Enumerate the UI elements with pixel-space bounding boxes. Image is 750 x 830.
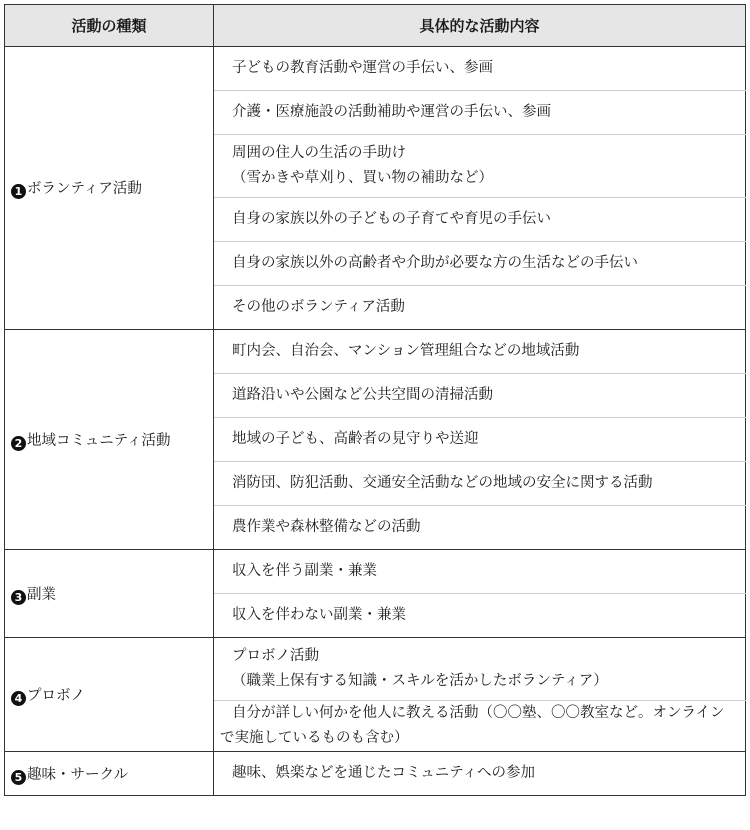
category-number-badge: 3 bbox=[11, 590, 26, 605]
category-cell bbox=[5, 330, 214, 550]
activity-item-text: 周囲の住人の生活の手助け bbox=[232, 145, 406, 161]
category-label: 趣味・サークル bbox=[27, 766, 129, 783]
activity-table-grid bbox=[4, 4, 746, 796]
activity-item-cell bbox=[214, 286, 746, 330]
activity-item-text: 道路沿いや公園など公共空間の清掃活動 bbox=[232, 387, 493, 403]
table-row bbox=[5, 638, 746, 701]
table-row bbox=[5, 752, 746, 796]
category-cell bbox=[5, 638, 214, 752]
activity-item-cell bbox=[214, 462, 746, 506]
activity-item-cell bbox=[214, 91, 746, 135]
category-number-badge: 1 bbox=[11, 184, 26, 199]
activity-item-text: 自身の家族以外の子どもの子育てや育児の手伝い bbox=[232, 211, 551, 227]
activity-item-text: 介護・医療施設の活動補助や運営の手伝い、参画 bbox=[232, 104, 551, 120]
table-row bbox=[5, 330, 746, 374]
table-header-row bbox=[5, 5, 746, 47]
activity-item-cell bbox=[214, 594, 746, 638]
activity-item-cell bbox=[214, 374, 746, 418]
activity-item-cell bbox=[214, 701, 746, 752]
activity-item-cell bbox=[214, 418, 746, 462]
activity-item-cell bbox=[214, 550, 746, 594]
activity-table bbox=[4, 4, 745, 796]
category-cell bbox=[5, 550, 214, 638]
activity-item-text: 農作業や森林整備などの活動 bbox=[232, 519, 421, 535]
activity-item-text: プロボノ活動 bbox=[232, 648, 319, 664]
activity-item-text: その他のボランティア活動 bbox=[232, 299, 405, 315]
activity-item-text: 消防団、防犯活動、交通安全活動などの地域の安全に関する活動 bbox=[232, 475, 653, 491]
activity-item-text: 地域の子ども、高齢者の見守りや送迎 bbox=[232, 431, 479, 447]
activity-item-text: 自分が詳しい何かを他人に教える活動（〇〇塾、〇〇教室など。オンラインで実施しているものも含む） bbox=[220, 705, 725, 746]
activity-item-cell bbox=[214, 198, 746, 242]
activity-item-cell bbox=[214, 330, 746, 374]
activity-item-text: 子どもの教育活動や運営の手伝い、参画 bbox=[232, 60, 493, 76]
activity-item-cell bbox=[214, 135, 746, 198]
activity-item-cell bbox=[214, 752, 746, 796]
activity-item-text: 収入を伴わない副業・兼業 bbox=[232, 607, 406, 623]
activity-item-text: 自身の家族以外の高齢者や介助が必要な方の生活などの手伝い bbox=[232, 255, 638, 271]
category-number-badge: 2 bbox=[11, 436, 26, 451]
activity-item-cell bbox=[214, 47, 746, 91]
table-row bbox=[5, 47, 746, 91]
activity-item-cell bbox=[214, 638, 746, 701]
category-cell bbox=[5, 752, 214, 796]
activity-item-cell bbox=[214, 242, 746, 286]
table-row bbox=[5, 550, 746, 594]
category-cell bbox=[5, 47, 214, 330]
table-body bbox=[5, 47, 746, 796]
activity-item-text: （職業上保有する知識・スキルを活かしたボランティア） bbox=[232, 673, 608, 689]
header-category: 活動の種類 bbox=[5, 5, 214, 47]
activity-item-text: （雪かきや草刈り、買い物の補助など） bbox=[232, 170, 493, 186]
header-content: 具体的な活動内容 bbox=[214, 5, 746, 47]
category-label: プロボノ bbox=[27, 687, 85, 704]
category-number-badge: 4 bbox=[11, 691, 26, 706]
activity-item-cell bbox=[214, 506, 746, 550]
activity-item-text: 町内会、自治会、マンション管理組合などの地域活動 bbox=[232, 343, 580, 359]
activity-item-text: 趣味、娯楽などを通じたコミュニティへの参加 bbox=[232, 765, 536, 781]
category-number-badge: 5 bbox=[11, 770, 26, 785]
category-label: 地域コミュニティ活動 bbox=[27, 432, 171, 449]
activity-item-text: 収入を伴う副業・兼業 bbox=[232, 563, 377, 579]
category-label: ボランティア活動 bbox=[27, 181, 142, 197]
category-label: 副業 bbox=[27, 586, 56, 603]
